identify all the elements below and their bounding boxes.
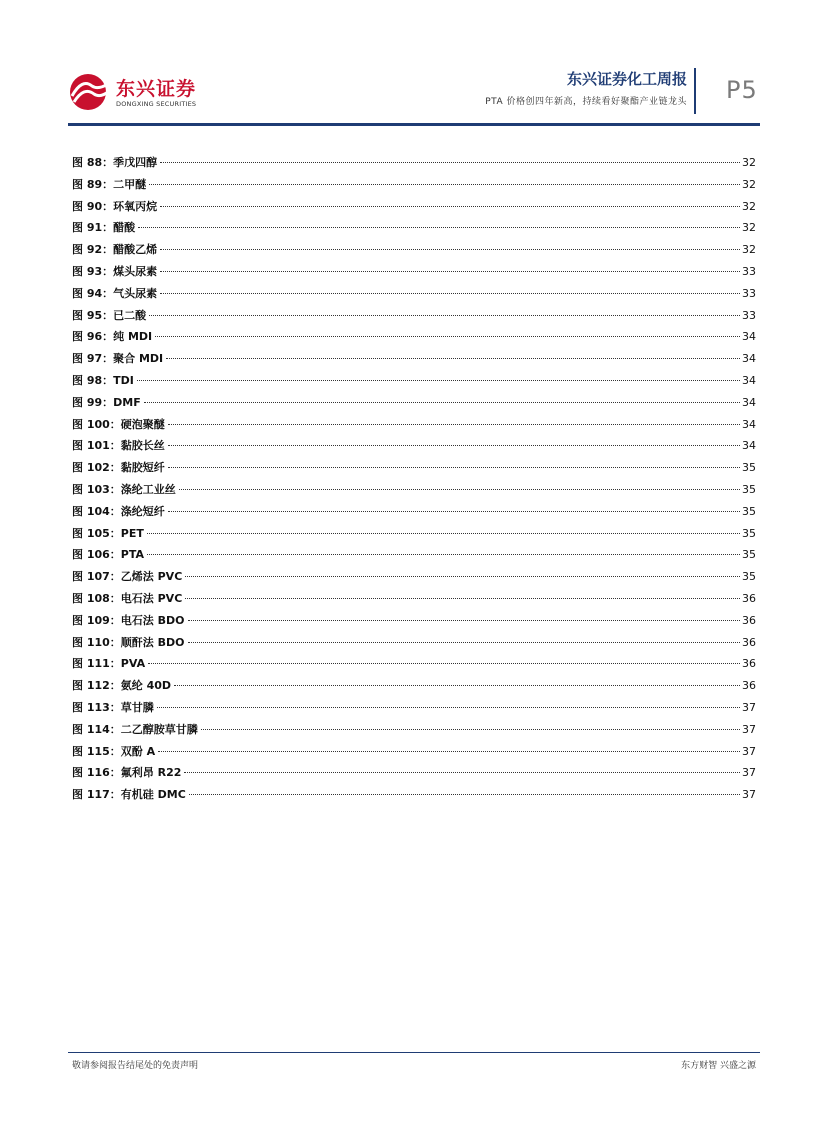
toc-entry[interactable] xyxy=(72,501,756,523)
toc-entry[interactable] xyxy=(72,610,756,632)
toc-entry[interactable] xyxy=(72,632,756,654)
toc-entry-label: 图 92：醋酸乙烯 xyxy=(72,243,158,257)
toc-entry[interactable] xyxy=(72,217,756,239)
toc-entry-page: 34 xyxy=(742,395,756,409)
toc-entry-page: 36 xyxy=(742,613,756,627)
toc-entry-label: 图 104：涤纶短纤 xyxy=(72,504,165,518)
toc-entry-page: 33 xyxy=(742,264,756,278)
toc-leader-dots xyxy=(168,466,740,468)
toc-entry-label: 图 91：醋酸 xyxy=(72,221,136,235)
toc-entry-page: 37 xyxy=(742,700,756,714)
toc-leader-dots xyxy=(148,662,740,664)
toc-leader-dots xyxy=(137,379,740,381)
toc-entry-page: 32 xyxy=(742,221,756,235)
toc-leader-dots xyxy=(160,248,740,250)
toc-entry-label: 图 94：气头尿素 xyxy=(72,286,158,300)
toc-entry-label: 图 117：有机硅 DMC xyxy=(72,788,186,802)
toc-entry-label: 图 112：氨纶 40D xyxy=(72,679,172,693)
figure-toc-list xyxy=(72,152,756,806)
toc-entry-page: 34 xyxy=(742,330,756,344)
toc-entry[interactable] xyxy=(72,174,756,196)
toc-entry[interactable] xyxy=(72,479,756,501)
toc-entry[interactable] xyxy=(72,348,756,370)
toc-entry-page: 35 xyxy=(742,482,756,496)
toc-entry-label: 图 103：涤纶工业丝 xyxy=(72,482,176,496)
toc-entry[interactable] xyxy=(72,283,756,305)
toc-entry-page: 35 xyxy=(742,461,756,475)
toc-entry[interactable] xyxy=(72,457,756,479)
toc-entry-label: 图 90：环氧丙烷 xyxy=(72,199,158,213)
header-divider xyxy=(694,68,696,114)
footer-disclaimer: 敬请参阅报告结尾处的免责声明 xyxy=(72,1061,199,1071)
toc-entry-label: 图 115：双酚 A xyxy=(72,744,156,758)
toc-entry[interactable] xyxy=(72,152,756,174)
toc-leader-dots xyxy=(138,226,740,228)
toc-leader-dots xyxy=(158,750,740,752)
toc-entry[interactable] xyxy=(72,435,756,457)
toc-entry-label: 图 88：季戊四醇 xyxy=(72,156,158,169)
toc-entry[interactable] xyxy=(72,523,756,545)
toc-entry-page: 34 xyxy=(742,373,756,387)
toc-entry-page: 37 xyxy=(742,744,756,758)
toc-entry[interactable] xyxy=(72,544,756,566)
footer-slogan: 东方财智 兴盛之源 xyxy=(681,1061,756,1071)
toc-entry-label: 图 105：PET xyxy=(72,526,144,540)
toc-entry-page: 35 xyxy=(742,504,756,518)
header-rule xyxy=(68,123,760,126)
page-header xyxy=(0,0,827,130)
footer-rule xyxy=(68,1052,760,1053)
toc-leader-dots xyxy=(149,314,740,316)
toc-entry-label: 图 100：硬泡聚醚 xyxy=(72,417,165,431)
toc-leader-dots xyxy=(168,444,740,446)
page-number: P5 xyxy=(726,76,758,104)
company-logo xyxy=(68,72,218,114)
toc-entry-page: 32 xyxy=(742,177,756,191)
toc-entry-page: 33 xyxy=(742,286,756,300)
toc-leader-dots xyxy=(189,793,740,795)
toc-entry-page: 37 xyxy=(742,722,756,736)
toc-leader-dots xyxy=(149,183,740,185)
toc-entry[interactable] xyxy=(72,697,756,719)
logo-text-cn: 东兴证券 xyxy=(116,78,197,100)
toc-entry[interactable] xyxy=(72,784,756,806)
toc-entry-page: 34 xyxy=(742,417,756,431)
toc-entry-page: 32 xyxy=(742,156,756,169)
toc-entry-page: 36 xyxy=(742,679,756,693)
toc-leader-dots xyxy=(179,488,740,490)
toc-leader-dots xyxy=(160,270,740,272)
logo-text-en: DONGXING SECURITIES xyxy=(116,100,197,108)
toc-entry-label: 图 89：二甲醚 xyxy=(72,177,147,191)
toc-entry[interactable] xyxy=(72,675,756,697)
toc-entry-label: 图 98：TDI xyxy=(72,373,134,387)
toc-leader-dots xyxy=(160,292,740,294)
toc-entry-label: 图 101：黏胶长丝 xyxy=(72,439,165,453)
toc-entry[interactable] xyxy=(72,588,756,610)
toc-entry-label: 图 116：氟利昂 R22 xyxy=(72,766,182,780)
toc-entry-page: 33 xyxy=(742,308,756,322)
toc-entry-page: 36 xyxy=(742,591,756,605)
logo-mark-icon xyxy=(68,72,112,112)
toc-entry-label: 图 106：PTA xyxy=(72,548,145,562)
toc-entry-label: 图 93：煤头尿素 xyxy=(72,264,158,278)
toc-entry[interactable] xyxy=(72,741,756,763)
toc-entry[interactable] xyxy=(72,566,756,588)
toc-leader-dots xyxy=(155,335,740,337)
toc-entry[interactable] xyxy=(72,719,756,741)
toc-leader-dots xyxy=(144,401,740,403)
toc-leader-dots xyxy=(188,619,741,621)
toc-leader-dots xyxy=(160,205,740,207)
toc-entry-label: 图 109：电石法 BDO xyxy=(72,613,185,627)
toc-entry[interactable] xyxy=(72,326,756,348)
toc-entry-label: 图 110：顺酐法 BDO xyxy=(72,635,185,649)
toc-leader-dots xyxy=(166,357,740,359)
toc-entry[interactable] xyxy=(72,239,756,261)
toc-entry-label: 图 99：DMF xyxy=(72,395,141,409)
toc-leader-dots xyxy=(184,771,740,773)
toc-entry-label: 图 97：聚合 MDI xyxy=(72,352,164,366)
toc-leader-dots xyxy=(174,684,740,686)
toc-leader-dots xyxy=(201,728,740,730)
toc-entry-label: 图 113：草甘膦 xyxy=(72,700,154,714)
toc-entry-page: 35 xyxy=(742,570,756,584)
toc-leader-dots xyxy=(147,553,740,555)
toc-entry-page: 34 xyxy=(742,439,756,453)
toc-leader-dots xyxy=(147,532,740,534)
toc-entry[interactable] xyxy=(72,261,756,283)
toc-entry-page: 34 xyxy=(742,352,756,366)
toc-entry-label: 图 114：二乙醇胺草甘膦 xyxy=(72,722,198,736)
report-title: 东兴证券化工周报 xyxy=(566,70,687,88)
toc-entry-page: 36 xyxy=(742,657,756,671)
toc-entry[interactable] xyxy=(72,370,756,392)
toc-entry[interactable] xyxy=(72,196,756,218)
toc-entry[interactable] xyxy=(72,653,756,675)
toc-entry-label: 图 96：纯 MDI xyxy=(72,330,153,344)
toc-entry-label: 图 102：黏胶短纤 xyxy=(72,461,165,475)
toc-leader-dots xyxy=(188,641,741,643)
toc-entry-page: 35 xyxy=(742,526,756,540)
toc-entry-page: 35 xyxy=(742,548,756,562)
toc-entry-label: 图 95：已二酸 xyxy=(72,308,147,322)
toc-entry[interactable] xyxy=(72,305,756,327)
report-subtitle: PTA 价格创四年新高，持续看好聚酯产业链龙头 xyxy=(485,97,687,107)
toc-entry-page: 37 xyxy=(742,788,756,802)
toc-entry-page: 32 xyxy=(742,243,756,257)
toc-entry-page: 37 xyxy=(742,766,756,780)
toc-leader-dots xyxy=(157,706,740,708)
toc-entry-page: 32 xyxy=(742,199,756,213)
toc-entry[interactable] xyxy=(72,762,756,784)
toc-leader-dots xyxy=(185,597,740,599)
toc-entry-label: 图 107：乙烯法 PVC xyxy=(72,570,183,584)
toc-leader-dots xyxy=(160,161,740,163)
toc-entry-label: 图 111：PVA xyxy=(72,657,146,671)
toc-entry[interactable] xyxy=(72,414,756,436)
toc-leader-dots xyxy=(168,423,740,425)
toc-entry-label: 图 108：电石法 PVC xyxy=(72,591,183,605)
toc-leader-dots xyxy=(185,575,740,577)
toc-entry-page: 36 xyxy=(742,635,756,649)
toc-leader-dots xyxy=(168,510,740,512)
toc-entry[interactable] xyxy=(72,392,756,414)
